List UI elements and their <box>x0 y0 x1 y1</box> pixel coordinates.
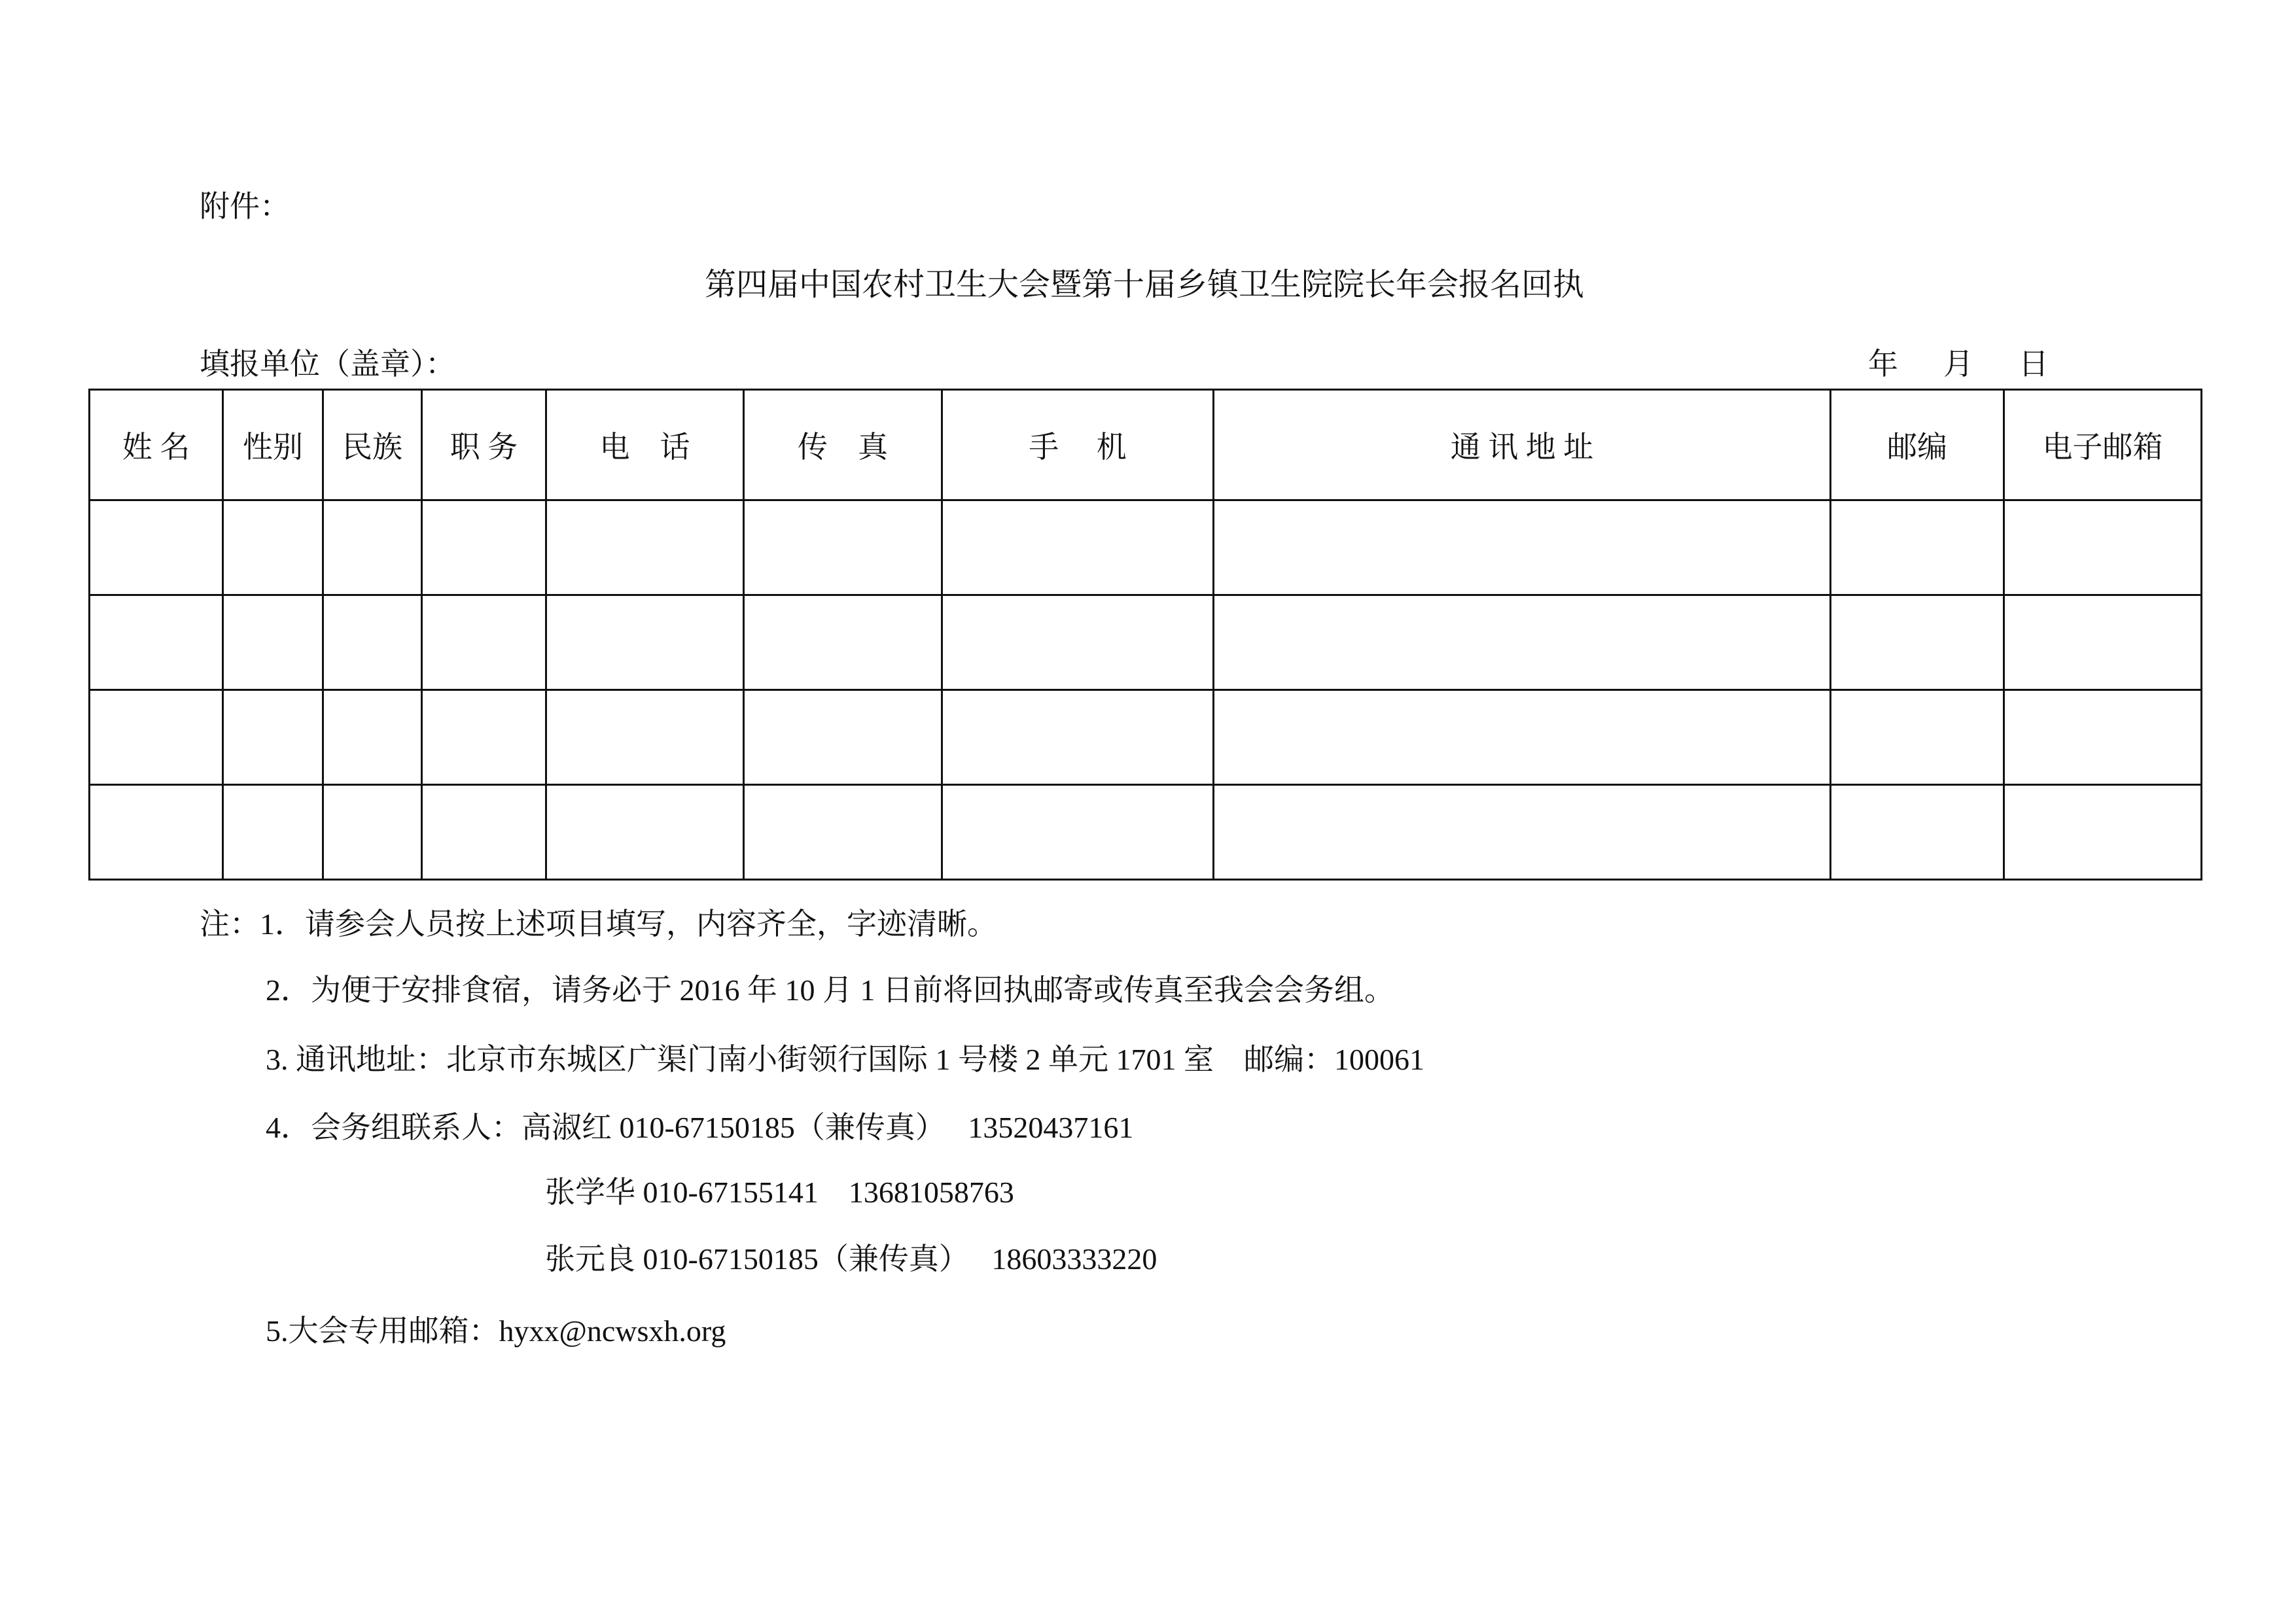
table-cell[interactable] <box>323 785 422 880</box>
table-cell[interactable] <box>223 785 323 880</box>
header-phone: 电 话 <box>546 390 744 500</box>
table-cell[interactable] <box>942 595 1214 690</box>
header-fax: 传 真 <box>744 390 942 500</box>
table-cell[interactable] <box>942 690 1214 785</box>
header-name: 姓 名 <box>90 390 223 500</box>
table-cell[interactable] <box>942 785 1214 880</box>
header-email: 电子邮箱 <box>2004 390 2202 500</box>
table-cell[interactable] <box>942 500 1214 595</box>
table-cell[interactable] <box>422 690 546 785</box>
table-cell[interactable] <box>546 785 744 880</box>
table-cell[interactable] <box>223 595 323 690</box>
table-row <box>90 500 2202 595</box>
table-cell[interactable] <box>744 690 942 785</box>
table-cell[interactable] <box>1831 785 2004 880</box>
table-cell[interactable] <box>223 690 323 785</box>
table-cell[interactable] <box>1214 500 1831 595</box>
reporting-unit-label: 填报单位（盖章）： <box>200 347 455 381</box>
table-cell[interactable] <box>1831 595 2004 690</box>
table-cell[interactable] <box>744 500 942 595</box>
note-3-address: 3. 通讯地址：北京市东城区广渠门南小街领行国际 1 号楼 2 单元 1701 室 邮编：100061 <box>266 1043 1424 1076</box>
table-cell[interactable] <box>1214 785 1831 880</box>
table-cell[interactable] <box>744 785 942 880</box>
note-2: 2．为便于安排食宿，请务必于 2016 年 10 月 1 日前将回执邮寄或传真至我会会务组。 <box>266 973 1394 1007</box>
table-cell[interactable] <box>1214 690 1831 785</box>
header-gender: 性别 <box>223 390 323 500</box>
table-row <box>90 595 2202 690</box>
date-label: 年 月 日 <box>1868 347 2049 381</box>
header-mobile: 手 机 <box>942 390 1214 500</box>
table-cell[interactable] <box>223 500 323 595</box>
header-postcode: 邮编 <box>1831 390 2004 500</box>
table-cell[interactable] <box>90 500 223 595</box>
page-title: 第四届中国农村卫生大会暨第十届乡镇卫生院院长年会报名回执 <box>704 268 1584 302</box>
table-cell[interactable] <box>422 500 546 595</box>
table-cell[interactable] <box>323 690 422 785</box>
table-cell[interactable] <box>90 690 223 785</box>
table-cell[interactable] <box>744 595 942 690</box>
header-ethnicity: 民族 <box>323 390 422 500</box>
table-cell[interactable] <box>422 785 546 880</box>
table-cell[interactable] <box>323 595 422 690</box>
registration-table <box>88 389 2202 881</box>
note-1: 注：1．请参会人员按上述项目填写，内容齐全，字迹清晰。 <box>200 907 997 941</box>
table-cell[interactable] <box>422 595 546 690</box>
table-row <box>90 785 2202 880</box>
header-address: 通 讯 地 址 <box>1214 390 1831 500</box>
table-cell[interactable] <box>546 500 744 595</box>
table-body <box>90 500 2202 880</box>
attachment-label: 附件： <box>200 190 290 223</box>
table-cell[interactable] <box>1831 690 2004 785</box>
table-cell[interactable] <box>2004 785 2202 880</box>
table-cell[interactable] <box>90 595 223 690</box>
table-cell[interactable] <box>90 785 223 880</box>
table-cell[interactable] <box>1214 595 1831 690</box>
table-cell[interactable] <box>2004 500 2202 595</box>
table-cell[interactable] <box>546 690 744 785</box>
table-cell[interactable] <box>2004 690 2202 785</box>
header-position: 职 务 <box>422 390 546 500</box>
note-5-email: 5.大会专用邮箱：hyxx@ncwsxh.org <box>266 1314 726 1348</box>
table-row <box>90 690 2202 785</box>
table-header-row <box>90 390 2202 500</box>
table-cell[interactable] <box>1831 500 2004 595</box>
note-4-contact-1: 4．会务组联系人：高淑红 010-67150185（兼传真） 13520437161 <box>266 1111 1134 1144</box>
note-4-contact-2: 张学华 010-67155141 13681058763 <box>545 1176 1014 1209</box>
table-cell[interactable] <box>2004 595 2202 690</box>
table-cell[interactable] <box>323 500 422 595</box>
note-4-contact-3: 张元良 010-67150185（兼传真） 18603333220 <box>545 1242 1157 1276</box>
table-cell[interactable] <box>546 595 744 690</box>
